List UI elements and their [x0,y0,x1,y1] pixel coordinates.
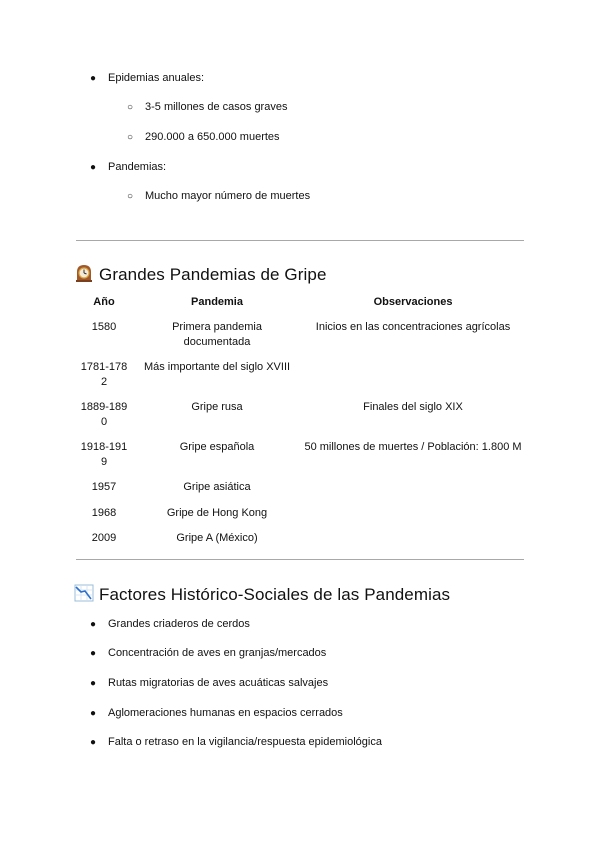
list-item: Concentración de aves en granjas/mercados [108,647,327,659]
bullet-disc: ● [90,648,97,659]
chart-decreasing-icon [74,583,94,603]
sub-list-item: 290.000 a 650.000 muertes [145,131,280,143]
list-item: Grandes criaderos de cerdos [108,618,250,630]
bullet-disc: ● [90,619,97,630]
list-item: Falta o retraso en la vigilancia/respuesta epidemiológica [108,736,382,748]
bullet-disc: ● [90,73,97,84]
divider [76,240,524,241]
bullet-circle: ○ [127,102,134,113]
cell-pandemic: Primera pandemia documentada [172,321,262,348]
table-header: Pandemia [191,296,243,308]
cell-pandemic: Gripe española [179,441,255,453]
cell-observations: Inicios en las concentraciones agrícolas [315,321,511,333]
cell-pandemic: Más importante del siglo XVIII [143,361,291,373]
cell-pandemic: Gripe A (México) [176,532,258,544]
bullet-circle: ○ [127,132,134,143]
cell-observations: 50 millones de muertes / Población: 1.800 M [304,441,522,453]
section-title: Grandes Pandemias de Gripe [99,265,327,284]
section-heading-grandes-pandemias [74,263,327,286]
mantel-clock-icon [74,263,94,283]
sub-list-item: 3-5 millones de casos graves [145,101,288,113]
cell-pandemic: Gripe rusa [191,401,243,413]
bullet-disc: ● [90,162,97,173]
bullet-disc: ● [90,737,97,748]
cell-year: 1889-1890 [80,401,128,428]
cell-year: 1957 [91,481,117,493]
cell-year: 2009 [91,532,117,544]
cell-observations: Finales del siglo XIX [363,401,463,413]
sub-list-item: Mucho mayor número de muertes [145,190,311,202]
cell-year: 1968 [91,507,117,519]
cell-year: 1918-1919 [80,441,128,468]
section-heading-factores [74,583,450,606]
bullet-circle: ○ [127,191,134,202]
table-header: Observaciones [373,296,453,308]
list-item: Rutas migratorias de aves acuáticas salvajes [108,677,329,689]
divider [76,559,524,560]
list-item-epidemias: Epidemias anuales: [108,72,205,84]
list-item-pandemias: Pandemias: [108,161,167,173]
bullet-disc: ● [90,708,97,719]
bullet-disc: ● [90,678,97,689]
cell-year: 1580 [91,321,117,333]
cell-year: 1781-1782 [80,361,128,388]
section-title: Factores Histórico-Sociales de las Pandemias [99,585,451,604]
list-item: Aglomeraciones humanas en espacios cerrados [108,707,343,719]
cell-pandemic: Gripe de Hong Kong [166,507,268,519]
table-header: Año [93,296,115,308]
cell-pandemic: Gripe asiática [183,481,251,493]
